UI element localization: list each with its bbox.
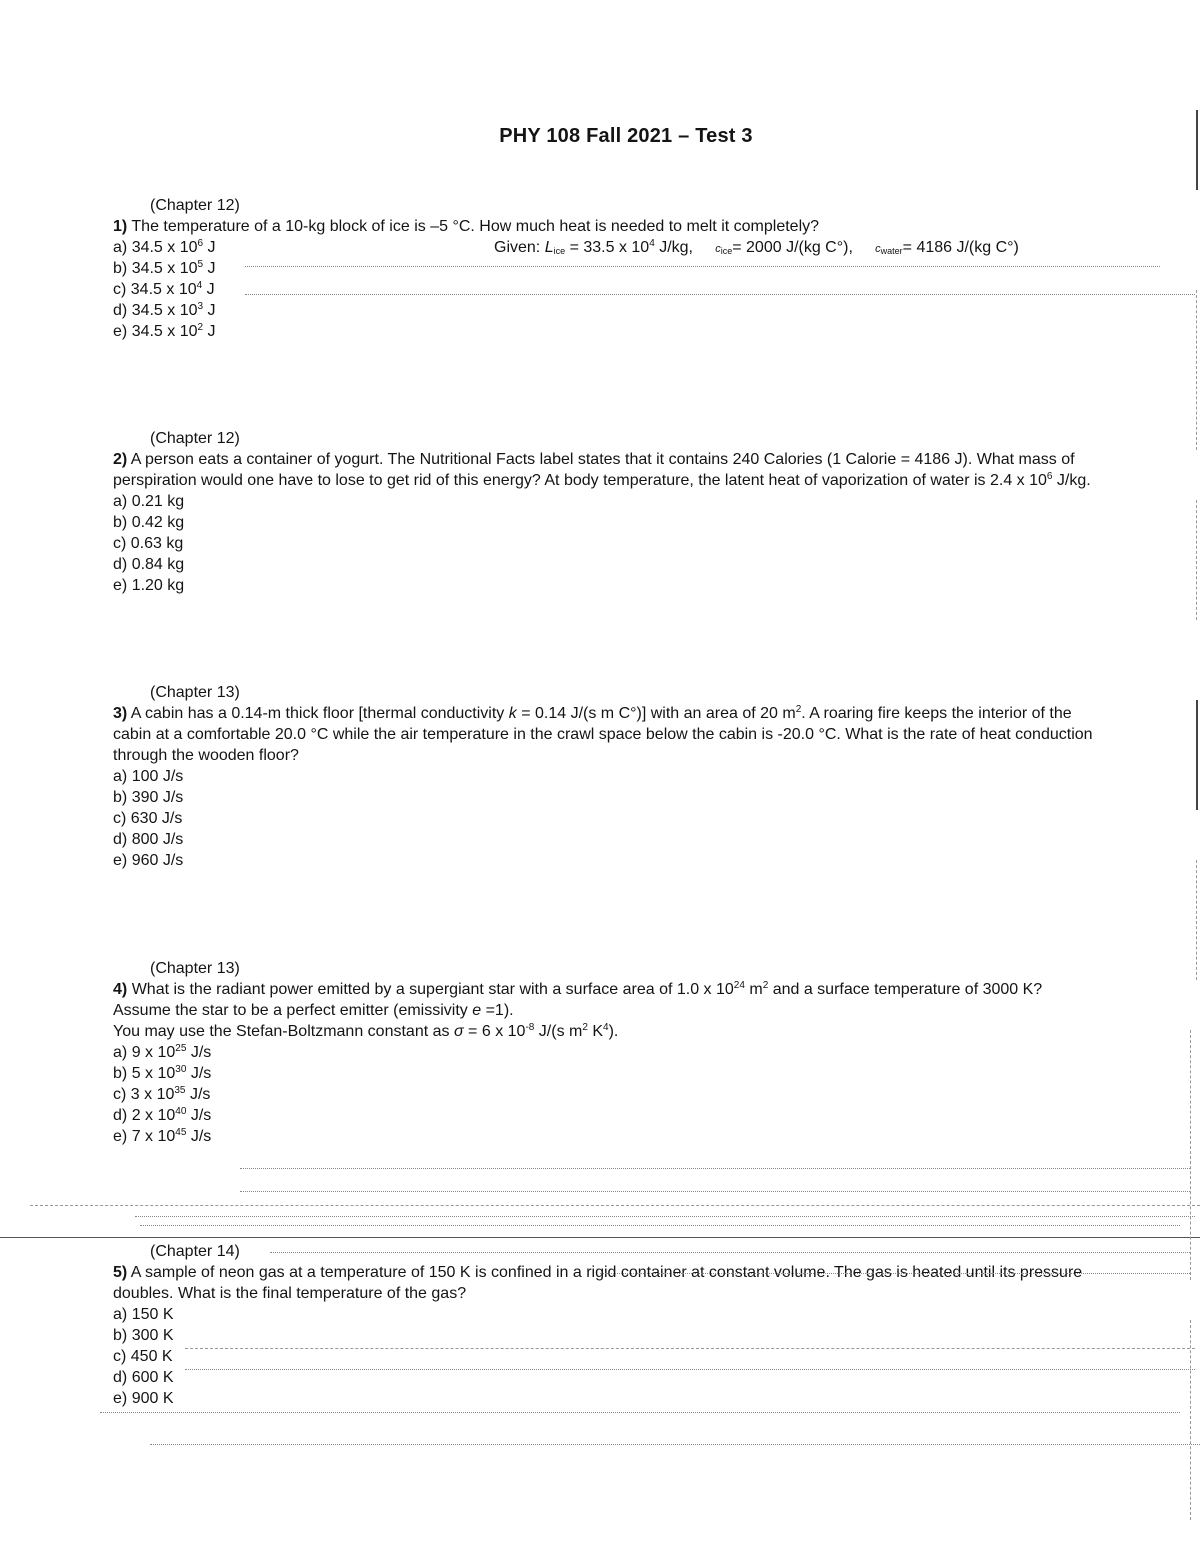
answer-option: c) 630 J/s <box>113 810 183 827</box>
chapter-label: (Chapter 13) <box>150 960 240 977</box>
answer-option: b) 5 x $10^{30}$ J/s <box>113 1064 212 1082</box>
chapter-label: (Chapter 12) <box>150 197 240 214</box>
scan-artifact-edge <box>1196 500 1197 620</box>
scan-artifact-line <box>600 1273 1190 1274</box>
question-5 <box>113 1241 1103 1409</box>
chapter-label: (Chapter 12) <box>150 430 240 447</box>
scan-artifact-line <box>150 1444 1200 1445</box>
scan-artifact-line <box>0 1237 1200 1238</box>
answer-option: c) 450 K <box>113 1348 173 1365</box>
scan-artifact-line <box>240 1191 1190 1192</box>
answer-option: b) 300 K <box>113 1327 174 1344</box>
answer-option: d) 600 K <box>113 1369 174 1386</box>
scan-artifact-edge <box>1190 1320 1191 1520</box>
scan-artifact-edge <box>1196 700 1198 810</box>
question-number: 4) <box>113 981 128 998</box>
answer-option: e) 34.5 x $10^2$ J <box>113 322 216 340</box>
scan-artifact-line <box>240 1168 1190 1169</box>
answer-option: c) 3 x $10^{35}$ J/s <box>113 1085 211 1103</box>
scan-artifact-line <box>185 1348 1195 1349</box>
answer-option: e) 7 x $10^{45}$ J/s <box>113 1127 212 1145</box>
answer-option: e) 1.20 kg <box>113 577 185 594</box>
answer-option: a) 34.5 x $10^6$ J <box>113 238 216 256</box>
question-stem: 2) A person eats a container of yogurt. The Nutritional Facts label states that it contains 240 Calories (1 Calorie = 4186 J). What mass of perspiration would one have to lose to get rid of this energy? At body temperature, the latent heat of vaporization of water is 2.4 x $10^6$ J/kg. <box>113 451 1091 489</box>
answer-option: c) 34.5 x $10^4$ J <box>113 280 215 298</box>
question-stem: 4) What is the radiant power emitted by a supergiant star with a surface area of 1.0 x $10^{24}$ $m^2$ and a surface temperature of 3000 K? Assume the star to be a perfect emitter (emissivity e =1). <box>113 980 1043 1019</box>
scan-artifact-edge <box>1196 110 1198 190</box>
question-stem-constant: You may use the Stefan-Boltzmann constant as σ = 6 x $10^{-8}$ J/(s $m^2$ $K^4$). <box>113 1022 619 1040</box>
scan-artifact-line <box>140 1225 1180 1226</box>
answer-option: d) 800 J/s <box>113 831 184 848</box>
scan-artifact-edge <box>1190 1030 1191 1280</box>
question-number: 3) <box>113 705 128 722</box>
question-3 <box>113 682 1103 871</box>
answer-option: c) 0.63 kg <box>113 535 184 552</box>
scan-artifact-line <box>245 294 1195 295</box>
question-stem <box>113 216 1103 237</box>
question-2 <box>113 428 1103 596</box>
question-stem: 3) A cabin has a 0.14-m thick floor [thermal conductivity k = 0.14 J/(s m C°)] with an area of 20 $m^2$. A roaring fire keeps the interior of the cabin at a comfortable 20.0 °C while the air temperature in the crawl space below the cabin is -20.0 °C. What is the rate of heat conduction through the wooden floor? <box>113 704 1093 764</box>
answer-option: a) 9 x $10^{25}$ J/s <box>113 1043 212 1061</box>
answer-option: b) 34.5 x $10^5$ J <box>113 259 216 277</box>
scan-artifact-line <box>185 1369 1195 1370</box>
answer-option: d) 34.5 x $10^3$ J <box>113 301 216 319</box>
scan-artifact-line <box>135 1216 1195 1217</box>
question-text: The temperature of a 10-kg block of ice is –5 °C. How much heat is needed to melt it completely? <box>131 218 820 235</box>
answer-option: d) 2 x $10^{40}$ J/s <box>113 1106 212 1124</box>
chapter-label: (Chapter 13) <box>150 684 240 701</box>
page-title: PHY 108 Fall 2021 – Test 3 <box>499 125 753 147</box>
scan-artifact-line <box>245 266 1160 267</box>
answer-option: a) 100 J/s <box>113 768 184 785</box>
scan-artifact-line <box>100 1412 1180 1413</box>
scan-artifact-edge <box>1196 860 1197 980</box>
scan-artifact-edge <box>1196 290 1197 450</box>
answer-option: a) 150 K <box>113 1306 174 1323</box>
question-1 <box>113 195 1103 342</box>
question-number: 1) <box>113 218 128 235</box>
answer-option: b) 390 J/s <box>113 789 184 806</box>
answer-option: b) 0.42 kg <box>113 514 185 531</box>
chapter-label: (Chapter 14) <box>150 1243 240 1260</box>
answer-option: d) 0.84 kg <box>113 556 185 573</box>
scan-artifact-line <box>30 1205 1200 1206</box>
question-number: 5) <box>113 1264 128 1281</box>
question-4 <box>113 958 1103 1147</box>
answer-option: e) 900 K <box>113 1390 174 1407</box>
scan-artifact-line <box>270 1252 1190 1253</box>
answer-option: e) 960 J/s <box>113 852 184 869</box>
answer-option: a) 0.21 kg <box>113 493 185 510</box>
question-number: 2) <box>113 451 128 468</box>
given-values: Given: $L_{ice} = 33.5$ x $10^4$ J/kg, $c_{ice}= 2000$ J/(kg C°), $c_{water}= 4186$ J/(kg C°) <box>494 238 1019 256</box>
question-stem: 5) A sample of neon gas at a temperature of 150 K is confined in a rigid container at constant volume. The gas is heated until its pressure doubles. What is the final temperature of the gas? <box>113 1264 1083 1302</box>
